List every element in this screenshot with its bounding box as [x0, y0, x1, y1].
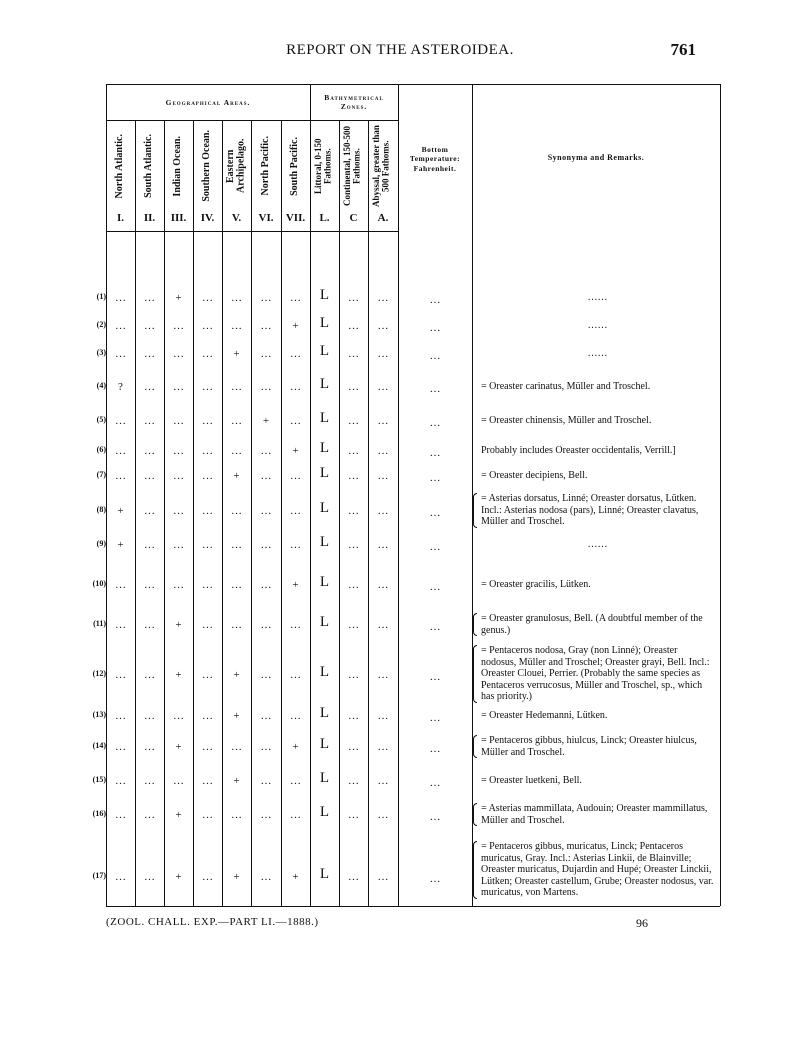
- column-numeral: C: [349, 212, 358, 224]
- distribution-cell: …: [115, 579, 126, 591]
- distribution-cell: +: [292, 579, 299, 591]
- distribution-cell: …: [202, 415, 213, 427]
- distribution-cell: …: [348, 669, 359, 681]
- distribution-cell: …: [202, 710, 213, 722]
- distribution-cell: …: [231, 505, 242, 517]
- distribution-cell: …: [290, 505, 301, 517]
- distribution-cell: …: [115, 348, 126, 360]
- distribution-cell: L: [319, 465, 330, 481]
- column-numeral: V.: [231, 212, 242, 224]
- bottom-temperature-cell: …: [429, 581, 441, 593]
- distribution-cell: L: [319, 736, 330, 752]
- distribution-cell: +: [117, 505, 124, 517]
- row-number: (4): [96, 381, 106, 390]
- remark-cell: [480, 539, 714, 551]
- distribution-cell: …: [348, 381, 359, 393]
- distribution-cell: …: [260, 539, 272, 551]
- distribution-cell: …: [377, 710, 389, 722]
- distribution-cell: …: [377, 871, 389, 883]
- distribution-cell: …: [144, 539, 155, 551]
- column-heading: [222, 122, 251, 210]
- distribution-cell: +: [233, 775, 240, 787]
- distribution-cell: …: [377, 320, 389, 332]
- distribution-cell: …: [202, 470, 213, 482]
- distribution-cell: +: [233, 710, 240, 722]
- column-heading: [193, 122, 222, 210]
- distribution-cell: L: [319, 287, 330, 303]
- table-bottom-rule: [106, 906, 720, 907]
- remark-cell: [480, 710, 714, 722]
- distribution-cell: …: [173, 579, 184, 591]
- column-numeral: I.: [116, 212, 125, 224]
- distribution-cell: L: [319, 343, 330, 359]
- row-number: (12): [92, 669, 106, 678]
- distribution-cell: +: [175, 871, 182, 883]
- row-number: (6): [96, 445, 106, 454]
- distribution-cell: L: [319, 315, 330, 331]
- distribution-cell: …: [348, 470, 359, 482]
- distribution-cell: …: [202, 320, 213, 332]
- remark-cell: [480, 735, 714, 758]
- distribution-cell: …: [290, 292, 301, 304]
- distribution-cell: +: [233, 871, 240, 883]
- column-numeral: VI.: [258, 212, 274, 224]
- remark-cell: [480, 470, 714, 482]
- distribution-cell: …: [144, 505, 155, 517]
- distribution-cell: …: [260, 710, 272, 722]
- distribution-cell: L: [319, 804, 330, 820]
- distribution-cell: …: [115, 292, 126, 304]
- row-number: (5): [96, 415, 106, 424]
- distribution-cell: …: [260, 505, 272, 517]
- column-heading-label: Littoral, 0-150 Fathoms.: [312, 138, 332, 194]
- page-running-title: REPORT ON THE ASTEROIDEA.: [286, 42, 514, 58]
- distribution-cell: …: [377, 741, 389, 753]
- distribution-cell: …: [377, 445, 389, 457]
- distribution-cell: …: [144, 775, 155, 787]
- distribution-cell: …: [348, 741, 359, 753]
- distribution-cell: …: [231, 619, 242, 631]
- distribution-cell: …: [144, 871, 155, 883]
- distribution-cell: …: [144, 381, 155, 393]
- distribution-cell: …: [290, 710, 301, 722]
- bottom-temperature-cell: …: [429, 472, 441, 484]
- distribution-cell: …: [377, 348, 389, 360]
- distribution-cell: …: [144, 579, 155, 591]
- remark-text: = Oreaster granulosus, Bell. (A doubtful member of the genus.): [481, 613, 703, 636]
- remark-cell: [480, 348, 714, 360]
- brace: [473, 735, 477, 758]
- distribution-cell: …: [348, 710, 359, 722]
- bottom-temperature-cell: …: [429, 873, 441, 885]
- distribution-cell: L: [319, 866, 330, 882]
- distribution-cell: +: [233, 348, 240, 360]
- distribution-cell: …: [348, 539, 359, 551]
- distribution-cell: …: [231, 741, 242, 753]
- distribution-cell: …: [290, 619, 301, 631]
- distribution-cell: +: [175, 292, 182, 304]
- remark-cell: [480, 445, 714, 457]
- bottom-temperature-cell: …: [429, 383, 441, 395]
- remark-text: ……: [587, 292, 608, 303]
- distribution-cell: …: [231, 381, 242, 393]
- distribution-cell: …: [290, 348, 301, 360]
- distribution-cell: …: [202, 539, 213, 551]
- distribution-cell: …: [202, 579, 213, 591]
- distribution-cell: …: [115, 741, 126, 753]
- distribution-cell: +: [292, 871, 299, 883]
- remark-text: Probably includes Oreaster occidentalis, Verrill.]: [481, 445, 676, 456]
- distribution-cell: …: [144, 741, 155, 753]
- column-heading-label: South Pacific.: [289, 136, 301, 196]
- distribution-cell: …: [115, 619, 126, 631]
- column-heading-label: Eastern Archipelago.: [224, 138, 246, 194]
- remark-cell: [480, 292, 714, 304]
- column-heading-label: Continental, 150-500 Fathoms.: [341, 126, 361, 207]
- remark-text: ……: [587, 320, 608, 331]
- distribution-cell: …: [377, 381, 389, 393]
- row-number: (8): [96, 505, 106, 514]
- distribution-cell: …: [348, 505, 359, 517]
- bottom-temperature-cell: …: [429, 417, 441, 429]
- distribution-cell: …: [260, 381, 272, 393]
- remark-text: = Oreaster chinensis, Müller and Troschel.: [481, 415, 652, 426]
- remark-text: = Oreaster carinatus, Müller and Troschel.: [481, 381, 651, 392]
- distribution-cell: +: [175, 669, 182, 681]
- distribution-cell: L: [319, 440, 330, 456]
- remark-cell: [480, 415, 714, 427]
- geo-header-rule: [106, 120, 310, 121]
- column-heading-label: South Atlantic.: [143, 134, 155, 198]
- distribution-cell: L: [319, 534, 330, 550]
- distribution-cell: …: [173, 775, 184, 787]
- distribution-cell: …: [260, 775, 272, 787]
- distribution-cell: …: [377, 470, 389, 482]
- distribution-cell: …: [377, 505, 389, 517]
- synonyma-remarks-heading: Synonyma and Remarks.: [547, 153, 645, 162]
- distribution-cell: …: [173, 445, 184, 457]
- column-heading-label: Southern Ocean.: [201, 130, 213, 202]
- distribution-cell: L: [319, 614, 330, 630]
- distribution-cell: L: [319, 664, 330, 680]
- row-number: (15): [92, 775, 106, 784]
- bottom-temperature-heading: Bottom Temperature: Fahrenheit.: [409, 145, 461, 173]
- distribution-cell: …: [144, 470, 155, 482]
- distribution-cell: …: [260, 470, 272, 482]
- row-number: (11): [93, 619, 106, 628]
- distribution-cell: …: [377, 292, 389, 304]
- row-number: (17): [92, 871, 106, 880]
- distribution-cell: …: [144, 415, 155, 427]
- distribution-cell: …: [144, 809, 155, 821]
- remark-text: = Pentaceros nodosa, Gray (non Linné); Oreaster nodosus, Müller and Troschel; Oreaster grayi, Bell. Incl.: Oreaster Clouei, Perrier. (Probably the same species as Pentaceros verrucosus, Müller and Troschel, sp., which has priority.): [481, 645, 710, 703]
- distribution-cell: …: [173, 710, 184, 722]
- distribution-cell: …: [290, 381, 301, 393]
- distribution-cell: …: [144, 320, 155, 332]
- column-heading-label: North Atlantic.: [114, 133, 126, 199]
- distribution-cell: +: [233, 470, 240, 482]
- distribution-cell: …: [260, 809, 272, 821]
- distribution-cell: +: [292, 741, 299, 753]
- distribution-cell: …: [115, 669, 126, 681]
- remark-text: = Asterias mammillata, Audouin; Oreaster mammillatus, Müller and Troschel.: [481, 803, 708, 826]
- distribution-cell: …: [144, 669, 155, 681]
- remark-text: = Oreaster luetkeni, Bell.: [481, 775, 582, 786]
- distribution-cell: …: [202, 445, 213, 457]
- column-numeral: II.: [143, 212, 156, 224]
- bottom-temperature-cell: …: [429, 447, 441, 459]
- distribution-cell: …: [348, 292, 359, 304]
- distribution-cell: …: [231, 292, 242, 304]
- distribution-cell: L: [319, 376, 330, 392]
- distribution-cell: …: [377, 809, 389, 821]
- column-numeral: L.: [319, 212, 330, 224]
- distribution-cell: L: [319, 500, 330, 516]
- distribution-cell: …: [231, 320, 242, 332]
- brace: [473, 841, 477, 899]
- remark-cell: [480, 645, 714, 703]
- column-heading: [281, 122, 310, 210]
- distribution-cell: …: [231, 579, 242, 591]
- column-numeral: A.: [377, 212, 389, 224]
- distribution-cell: …: [144, 619, 155, 631]
- remark-cell: [480, 613, 714, 636]
- distribution-cell: …: [173, 505, 184, 517]
- row-number: (9): [96, 539, 106, 548]
- row-number: (2): [96, 320, 106, 329]
- column-numeral: VII.: [285, 212, 306, 224]
- distribution-cell: …: [202, 775, 213, 787]
- distribution-cell: …: [173, 539, 184, 551]
- distribution-cell: …: [260, 871, 272, 883]
- distribution-cell: …: [173, 320, 184, 332]
- column-numeral: III.: [170, 212, 187, 224]
- distribution-cell: …: [348, 775, 359, 787]
- distribution-cell: +: [175, 809, 182, 821]
- distribution-cell: …: [202, 741, 213, 753]
- bathymetrical-zones-heading: Bathymetrical Zones.: [324, 93, 384, 111]
- distribution-cell: …: [377, 619, 389, 631]
- row-number: (3): [96, 348, 106, 357]
- column-heading: [251, 122, 281, 210]
- distribution-cell: …: [348, 579, 359, 591]
- distribution-cell: …: [260, 320, 272, 332]
- distribution-cell: …: [231, 539, 242, 551]
- bottom-temperature-cell: …: [429, 712, 441, 724]
- distribution-cell: …: [202, 619, 213, 631]
- distribution-cell: …: [377, 669, 389, 681]
- column-heading: [106, 122, 135, 210]
- bathy-header-rule: [310, 120, 398, 121]
- remark-text: = Pentaceros gibbus, hiulcus, Linck; Oreaster hiulcus, Müller and Troschel.: [481, 735, 697, 758]
- brace: [473, 493, 477, 528]
- distribution-cell: …: [115, 445, 126, 457]
- distribution-cell: …: [115, 775, 126, 787]
- distribution-cell: …: [348, 445, 359, 457]
- distribution-cell: …: [115, 415, 126, 427]
- distribution-cell: ?: [118, 381, 123, 393]
- row-number: (16): [92, 809, 106, 818]
- distribution-cell: +: [175, 741, 182, 753]
- distribution-cell: …: [290, 470, 301, 482]
- distribution-cell: …: [115, 320, 126, 332]
- row-number: (14): [92, 741, 106, 750]
- column-numeral: IV.: [200, 212, 215, 224]
- distribution-cell: …: [260, 669, 272, 681]
- remark-text: = Oreaster Hedemanni, Lütken.: [481, 710, 608, 721]
- distribution-cell: +: [117, 539, 124, 551]
- distribution-cell: …: [260, 292, 272, 304]
- remark-cell: [480, 320, 714, 332]
- distribution-cell: …: [260, 348, 272, 360]
- table-top-rule: [106, 84, 720, 85]
- bottom-temperature-cell: …: [429, 350, 441, 362]
- distribution-cell: …: [202, 381, 213, 393]
- distribution-cell: …: [260, 579, 272, 591]
- column-heading: [339, 122, 368, 210]
- distribution-cell: …: [144, 710, 155, 722]
- remark-text: = Asterias dorsatus, Linné; Oreaster dorsatus, Lütken. Incl.: Asterias nodosa (pars), Linné; Oreaster clavatus, Müller and Troschel.: [481, 493, 699, 528]
- distribution-cell: …: [144, 292, 155, 304]
- distribution-cell: L: [319, 770, 330, 786]
- distribution-cell: …: [115, 871, 126, 883]
- bottom-temperature-cell: …: [429, 294, 441, 306]
- remark-cell: [480, 579, 714, 591]
- distribution-cell: …: [173, 348, 184, 360]
- brace: [473, 803, 477, 826]
- distribution-cell: …: [377, 415, 389, 427]
- distribution-cell: …: [202, 292, 213, 304]
- column-heading: [368, 122, 398, 210]
- distribution-cell: …: [173, 415, 184, 427]
- remark-text: ……: [587, 539, 608, 550]
- distribution-cell: …: [377, 775, 389, 787]
- distribution-cell: …: [202, 505, 213, 517]
- distribution-cell: …: [115, 470, 126, 482]
- remark-cell: [480, 775, 714, 787]
- distribution-cell: …: [348, 809, 359, 821]
- column-heading-label: Abyssal, greater than 500 Fathoms.: [371, 125, 391, 207]
- bottom-temperature-cell: …: [429, 811, 441, 823]
- distribution-cell: …: [348, 619, 359, 631]
- distribution-cell: …: [202, 669, 213, 681]
- bottom-temperature-cell: …: [429, 743, 441, 755]
- remark-cell: [480, 841, 714, 899]
- row-number: (10): [92, 579, 106, 588]
- distribution-cell: …: [348, 348, 359, 360]
- column-rule: [720, 84, 721, 906]
- distribution-cell: …: [290, 809, 301, 821]
- distribution-cell: +: [262, 415, 270, 427]
- distribution-cell: …: [144, 445, 155, 457]
- distribution-cell: …: [290, 415, 301, 427]
- column-heading-label: North Pacific.: [259, 136, 271, 196]
- remark-cell: [480, 803, 714, 826]
- distribution-cell: …: [260, 445, 272, 457]
- distribution-cell: …: [290, 669, 301, 681]
- page-number: 761: [670, 40, 696, 59]
- remark-text: ……: [587, 348, 608, 359]
- distribution-cell: …: [377, 539, 389, 551]
- remark-cell: [480, 493, 714, 528]
- bottom-temperature-cell: …: [429, 621, 441, 633]
- distribution-cell: L: [319, 705, 330, 721]
- distribution-cell: …: [231, 415, 242, 427]
- remark-text: = Oreaster decipiens, Bell.: [481, 470, 588, 481]
- column-heading: [310, 122, 339, 210]
- distribution-cell: L: [319, 574, 330, 590]
- distribution-cell: …: [231, 809, 242, 821]
- distribution-cell: +: [292, 445, 299, 457]
- bottom-temperature-cell: …: [429, 507, 441, 519]
- bottom-temperature-cell: …: [429, 671, 441, 683]
- distribution-cell: …: [115, 710, 126, 722]
- bottom-temperature-cell: …: [429, 322, 441, 334]
- distribution-cell: …: [202, 871, 213, 883]
- distribution-cell: …: [348, 415, 359, 427]
- distribution-cell: …: [144, 348, 155, 360]
- remark-text: = Oreaster gracilis, Lütken.: [481, 579, 591, 590]
- distribution-cell: …: [348, 320, 359, 332]
- remark-text: = Pentaceros gibbus, muricatus, Linck; Pentaceros muricatus, Gray. Incl.: Asterias Linkii, de Blainville; Oreaster muricatus, Dujardin and Hupé; Oreaster Linckii, Lütken; Oreaster castellum, Grube; Oreaster nodosus, var. muricatus, von Martens.: [481, 841, 714, 899]
- distribution-cell: +: [175, 619, 182, 631]
- row-number: (1): [96, 292, 106, 301]
- distribution-cell: …: [115, 809, 126, 821]
- column-heading: [164, 122, 193, 210]
- distribution-cell: …: [290, 775, 301, 787]
- brace: [473, 613, 477, 636]
- distribution-cell: …: [173, 470, 184, 482]
- distribution-cell: +: [292, 320, 299, 332]
- brace: [473, 645, 477, 703]
- distribution-cell: …: [260, 619, 272, 631]
- distribution-cell: L: [319, 410, 330, 426]
- column-heading-label: Indian Ocean.: [172, 135, 184, 197]
- distribution-cell: +: [233, 669, 240, 681]
- column-heading: [135, 122, 164, 210]
- distribution-cell: …: [348, 871, 359, 883]
- distribution-cell: …: [173, 381, 184, 393]
- distribution-cell: …: [290, 539, 301, 551]
- remark-cell: [480, 381, 714, 393]
- distribution-cell: …: [377, 579, 389, 591]
- distribution-cell: …: [260, 741, 272, 753]
- signature-number: 96: [636, 916, 648, 930]
- numeral-row-rule: [106, 231, 398, 232]
- row-number: (13): [92, 710, 106, 719]
- bottom-temperature-cell: …: [429, 777, 441, 789]
- publication-footer: (ZOOL. CHALL. EXP.—PART LI.—1888.): [106, 916, 319, 928]
- bottom-temperature-cell: …: [429, 541, 441, 553]
- distribution-cell: …: [202, 809, 213, 821]
- distribution-cell: …: [231, 445, 242, 457]
- row-number: (7): [96, 470, 106, 479]
- distribution-cell: …: [202, 348, 213, 360]
- geographical-areas-heading: Geographical Areas.: [165, 98, 251, 107]
